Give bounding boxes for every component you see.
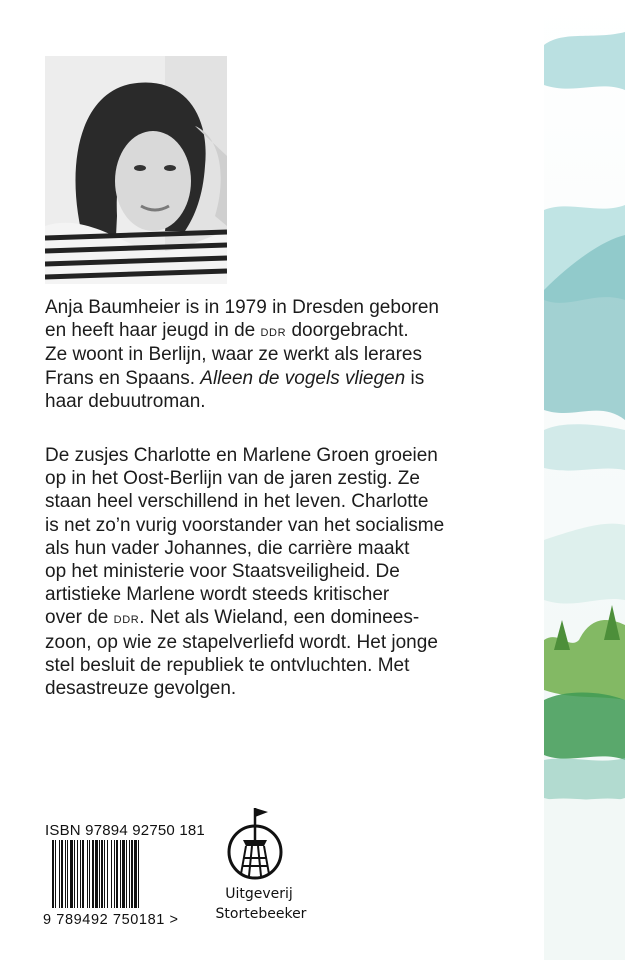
author-portrait-image	[45, 56, 227, 284]
barcode-bar	[101, 840, 103, 908]
bio-line: haar debuutroman.	[45, 390, 206, 412]
ddr-abbreviation: ddr	[260, 323, 287, 341]
barcode-bar	[61, 840, 63, 908]
barcode-bar	[77, 840, 78, 908]
barcode-bar	[80, 840, 81, 908]
book-title: Alleen de vogels vliegen	[200, 367, 406, 389]
publisher-logo-icon	[224, 800, 286, 886]
blurb-line: artistieke Marlene wordt steeds kritischer	[45, 584, 390, 606]
blurb-line: stel besluit de republiek te ontvluchten. Met	[45, 654, 410, 676]
author-photo	[45, 56, 227, 284]
barcode-bar	[65, 840, 66, 908]
ddr-abbreviation: ddr	[113, 610, 140, 628]
publisher-name: Uitgeverij	[225, 886, 293, 902]
barcode-bar	[52, 840, 54, 908]
barcode-bar	[131, 840, 133, 908]
book-blurb	[45, 444, 510, 700]
isbn-label: ISBN 97894 92750 181	[45, 822, 205, 839]
barcode-bar	[138, 840, 139, 908]
barcode-bar	[122, 840, 125, 908]
barcode-bar	[116, 840, 118, 908]
barcode-bar	[59, 840, 60, 908]
barcode	[52, 840, 168, 908]
barcode-bar	[129, 840, 130, 908]
barcode-bar	[126, 840, 127, 908]
barcode-bar	[92, 840, 94, 908]
barcode-bar	[107, 840, 108, 908]
barcode-bar	[87, 840, 88, 908]
barcode-bar	[95, 840, 98, 908]
blurb-line: zoon, op wie ze stapelverliefd wordt. Het jonge	[45, 631, 438, 653]
barcode-bar	[67, 840, 68, 908]
barcode-bar	[134, 840, 137, 908]
barcode-bar	[74, 840, 75, 908]
barcode-digits: 9 789492 750181 >	[43, 912, 179, 928]
blurb-line: over de ddr. Net als Wieland, een dominees-	[45, 607, 420, 629]
barcode-bar	[114, 840, 115, 908]
blurb-line: op in het Oost-Berlijn van de jaren zestig. Ze	[45, 468, 420, 490]
barcode-bar	[99, 840, 100, 908]
bio-line: Ze woont in Berlijn, waar ze werkt als lerares	[45, 344, 422, 366]
blurb-line: als hun vader Johannes, die carrière maakt	[45, 537, 410, 559]
blurb-line: De zusjes Charlotte en Marlene Groen groeien	[45, 445, 438, 466]
barcode-bar	[120, 840, 121, 908]
barcode-bar	[55, 840, 56, 908]
barcode-bar	[104, 840, 105, 908]
bio-line: en heeft haar jeugd in de ddr doorgebracht.	[45, 320, 409, 342]
blurb-line: staan heel verschillend in het leven. Charlotte	[45, 491, 429, 513]
blurb-line: op het ministerie voor Staatsveiligheid. De	[45, 561, 400, 583]
barcode-bar	[89, 840, 90, 908]
bio-line: Anja Baumheier is in 1979 in Dresden geboren	[45, 297, 439, 318]
blurb-line: is net zo’n vurig voorstander van het socialisme	[45, 514, 445, 536]
watercolor-landscape	[544, 0, 625, 960]
barcode-bar	[70, 840, 73, 908]
barcode-bar	[82, 840, 84, 908]
barcode-bar	[111, 840, 112, 908]
publisher-name: Stortebeeker	[215, 906, 307, 922]
blurb-line: desastreuze gevolgen.	[45, 678, 237, 700]
bio-line: Frans en Spaans. Alleen de vogels vliegen is	[45, 367, 425, 389]
author-bio	[45, 296, 510, 413]
